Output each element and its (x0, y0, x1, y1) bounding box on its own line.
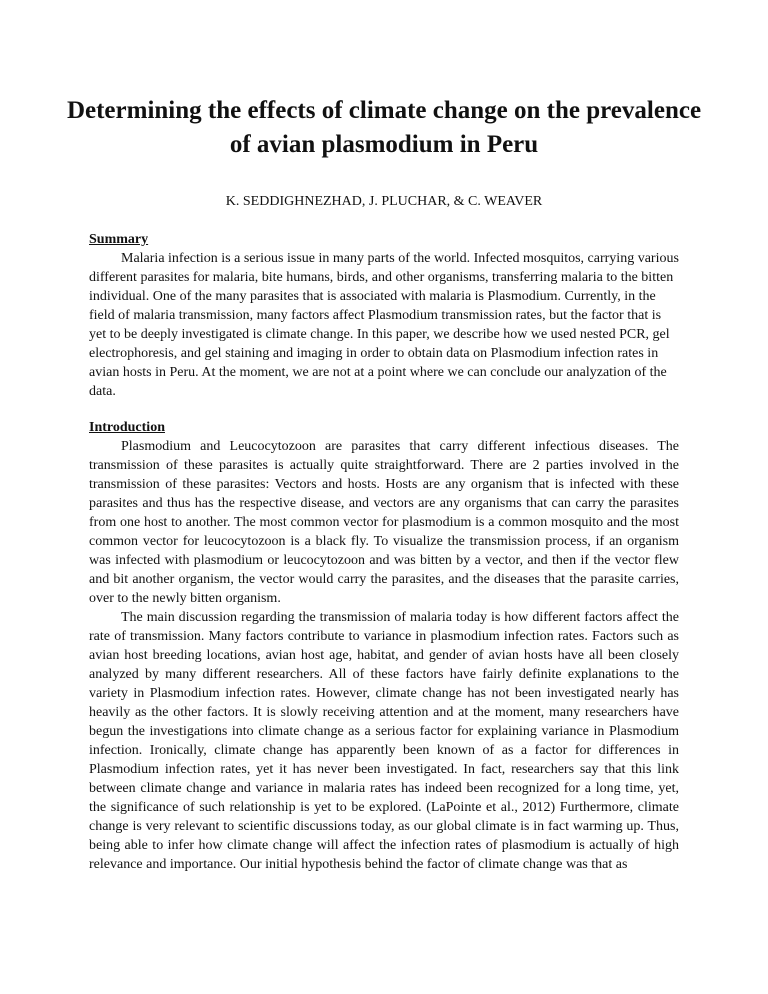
summary-paragraph: Malaria infection is a serious issue in many parts of the world. Infected mosquitos, carrying various different parasites for malaria, bite humans, birds, and other organisms, transferring malaria to the bitten individual. One of the many parasites that is associated with malaria is Plasmodium. Currently, in the field of malaria transmission, many factors affect Plasmodium transmission rates, but the factor that is yet to be deeply investigated is climate change. In this paper, we describe how we used nested PCR, gel electrophoresis, and gel staining and imaging in order to obtain data on Plasmodium infection rates in avian hosts in Peru. At the moment, we are not at a point where we can conclude our analyzation of the data. (89, 251, 679, 399)
summary-heading: Summary (89, 232, 149, 247)
summary-section (89, 230, 679, 401)
paper-title: Determining the effects of climate change on the prevalence of avian plasmodium in Peru (66, 97, 702, 158)
author-list: K. SEDDIGHNEZHAD, J. PLUCHAR, & C. WEAVER (225, 194, 543, 209)
introduction-paragraph-1: Plasmodium and Leucocytozoon are parasites that carry different infectious diseases. The transmission of these parasites is actually quite straightforward. There are 2 parties involved in the transmission of these parasites: Vectors and hosts. Hosts are any organism that is infected with these parasites and thus has the respective disease, and vectors are any organisms that can carry the parasites from one host to another. The most common vector for plasmodium is a common mosquito and the most common vector for leucocytozoon is a black fly. To visualize the transmission process, if an organism was infected with plasmodium or leucocytozoon and was bitten by a vector, and then if the vector flew and bit another organism, the vector would carry the parasites, and the diseases that the parasite carries, over to the newly bitten organism. (89, 439, 679, 606)
introduction-heading: Introduction (89, 420, 165, 435)
introduction-section (89, 418, 679, 874)
introduction-paragraph-2: The main discussion regarding the transmission of malaria today is how different factors affect the rate of transmission. Many factors contribute to variance in plasmodium infection rates. Factors such as avian host breeding locations, avian host age, habitat, and gender of avian hosts have all been closely analyzed by many different researchers. All of these factors have fairly definite explanations to the variety in Plasmodium infection rates. However, climate change has not been investigated nearly has heavily as the other factors. It is slowly receiving attention and at the moment, many researchers have begun the investigations into climate change as a serious factor for explaining variance in Plasmodium infection. Ironically, climate change has apparently been known of as a factor for differences in Plasmodium infection rates, yet it has never been investigated. In fact, researchers say that this link between climate change and variance in malaria rates has indeed been recognized for a long time, yet, the significance of such relationship is yet to be explored. (LaPointe et al., 2012) Furthermore, climate change is very relevant to scientific discussions today, as our global climate is in fact warming up. Thus, being able to infer how climate change will affect the infection rates of plasmodium is actually of high relevance and importance. Our initial hypothesis behind the factor of climate change was that as (89, 610, 679, 872)
